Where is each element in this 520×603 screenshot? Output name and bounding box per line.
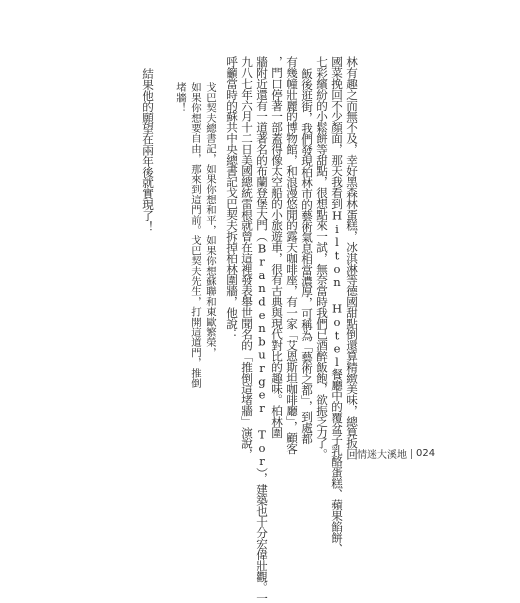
quote-column-3: 堵牆！	[174, 82, 186, 113]
book-title: 情迷大溪地	[357, 450, 407, 461]
page-number: 024	[416, 448, 436, 459]
page-footer	[357, 446, 435, 461]
text-column-7: 牆附近還有一道著名的布蘭登堡大門（Brandenburger Tor），建築也十分宏偉壯觀。一	[255, 56, 269, 603]
text-column-9: 呼籲當時的蘇共中央總書記戈巴契夫拆掉柏林圍牆，他說：	[225, 56, 239, 340]
text-column-3: 七彩繽紛的小鬆餅等甜點，很想點來一試，無奈當時我們已酒醉飯飽，欲振乏力了。	[315, 56, 329, 460]
text-column-8: 九八七年六月十二日美國總統雷根就曾在這裡發表舉世聞名的「推倒這堵牆」演說，	[240, 56, 254, 460]
quote-column-1: 戈巴契夫總書記，如果你想和平，如果你想蘇聯和東歐繁榮，	[204, 82, 216, 358]
text-column-4: 飯後逛街，我們發現柏林市的藝術氣息相當濃厚，可稱為「藝術之都」，到處都	[300, 68, 314, 444]
text-column-6: ，門口停著一部蓋得像太空船的小旅遊車，很有古典與現代對比的趣味。柏林圍	[270, 56, 284, 438]
quote-column-2: 如果你想要自由，那來到這門前。戈巴契夫先生，打開這道門，推倒	[189, 82, 201, 388]
text-column-1: 林有趣之而無不及，幸好黑森林蛋糕，冰淇淋等德國甜點倒還算精緻美味，總算扳回	[345, 56, 359, 460]
text-column-last: 結果他的願望在兩年後就實現了！	[141, 68, 155, 232]
text-column-5: 有幾幢壯麗的博物館，和浪漫悠閒的露天咖啡座，有一家「艾恩斯坦咖啡廳」，顧客	[285, 56, 299, 454]
footer-divider	[411, 449, 412, 459]
text-column-2: 國菜挽回不少顏面，那天我看到Hilton Hotel餐廳中的覆盆子乳酪蛋糕、蘋果餡餅、	[330, 56, 344, 554]
